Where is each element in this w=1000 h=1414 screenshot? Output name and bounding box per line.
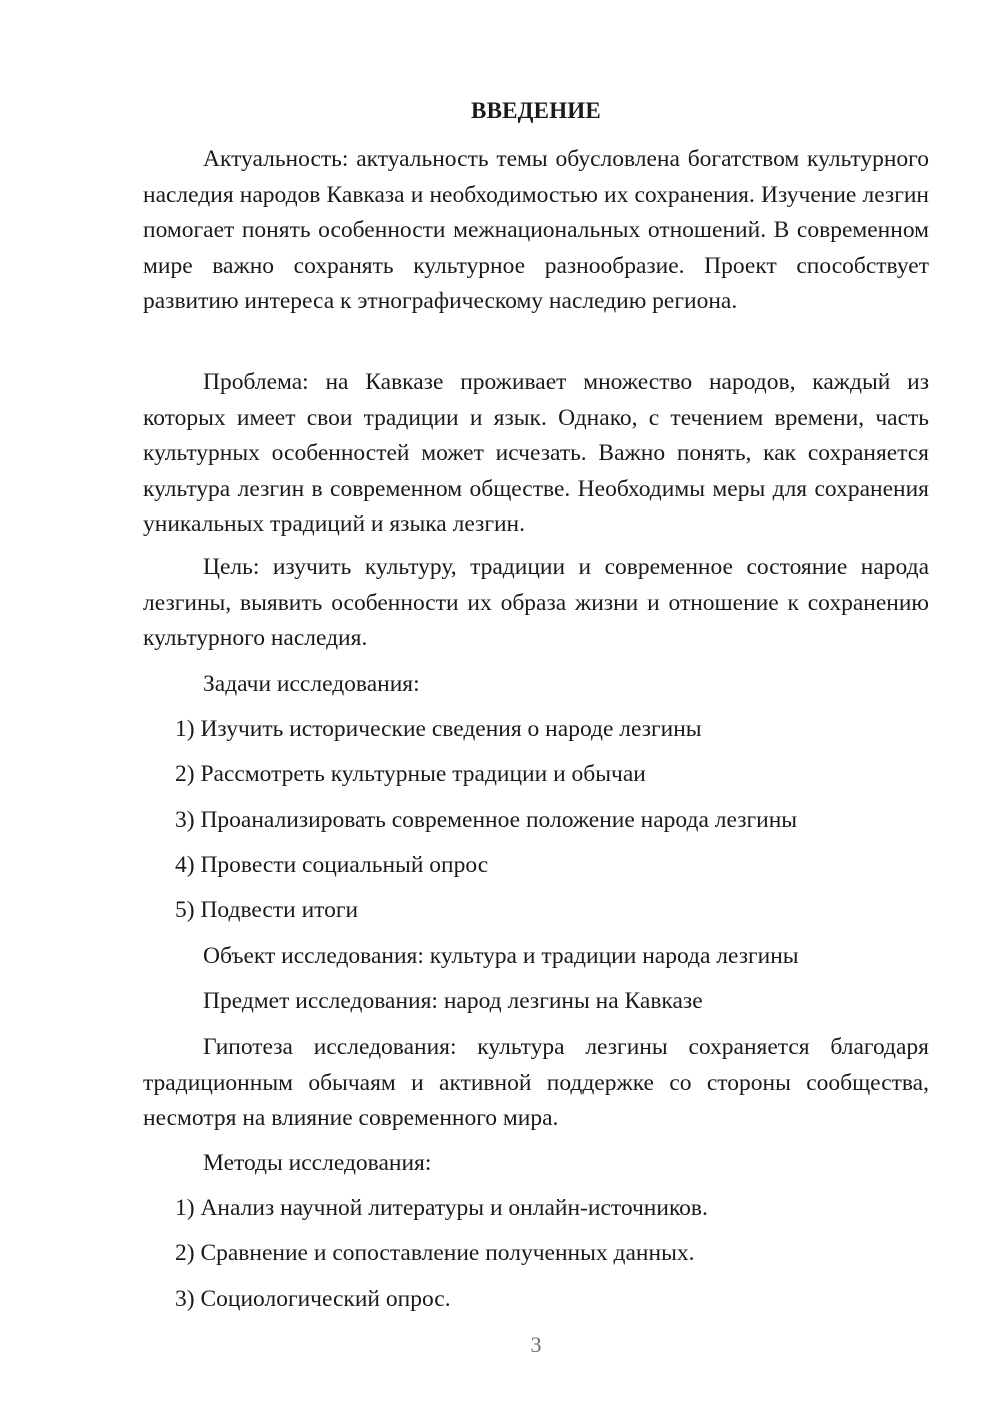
paragraph-relevance: Актуальность: актуальность темы обусловлена богатством культурного наследия народов Кавказа и необходимостью их сохранения. Изучение лезгин помогает понять особенности межнациональных отношений. В современном мире важно сохранять культурное разнообразие. Проект способствует развитию интереса к этнографическому наследию региона. (143, 146, 929, 314)
task-item-5: 5) Подвести итоги (175, 897, 359, 923)
paragraph-goal: Цель: изучить культуру, традиции и современное состояние народа лезгины, выявить особенности их образа жизни и отношение к сохранению культурного наследия. (143, 554, 929, 651)
task-item-3: 3) Проанализировать современное положение народа лезгины (175, 807, 798, 833)
section-title: ВВЕДЕНИЕ (471, 98, 601, 123)
page-number: 3 (530, 1332, 542, 1357)
research-object: Объект исследования: культура и традиции народа лезгины (203, 943, 799, 969)
tasks-heading: Задачи исследования: (203, 671, 420, 697)
task-item-1: 1) Изучить исторические сведения о народе лезгины (175, 716, 702, 742)
methods-heading: Методы исследования: (203, 1150, 432, 1176)
research-subject: Предмет исследования: народ лезгины на Кавказе (203, 988, 703, 1014)
method-item-2: 2) Сравнение и сопоставление полученных данных. (175, 1240, 695, 1266)
paragraph-hypothesis: Гипотеза исследования: культура лезгины сохраняется благодаря традиционным обычаям и активной поддержке со стороны сообщества, несмотря на влияние современного мира. (143, 1034, 929, 1131)
task-item-2: 2) Рассмотреть культурные традиции и обычаи (175, 761, 646, 787)
method-item-1: 1) Анализ научной литературы и онлайн-источников. (175, 1195, 708, 1221)
method-item-3: 3) Социологический опрос. (175, 1286, 451, 1312)
task-item-4: 4) Провести социальный опрос (175, 852, 489, 878)
paragraph-problem: Проблема: на Кавказе проживает множество народов, каждый из которых имеет свои традиции и язык. Однако, с течением времени, часть культурных особенностей может исчезать. Важно понять, как сохраняется культура лезгин в современном обществе. Необходимы меры для сохранения уникальных традиций и языка лезгин. (143, 369, 929, 537)
